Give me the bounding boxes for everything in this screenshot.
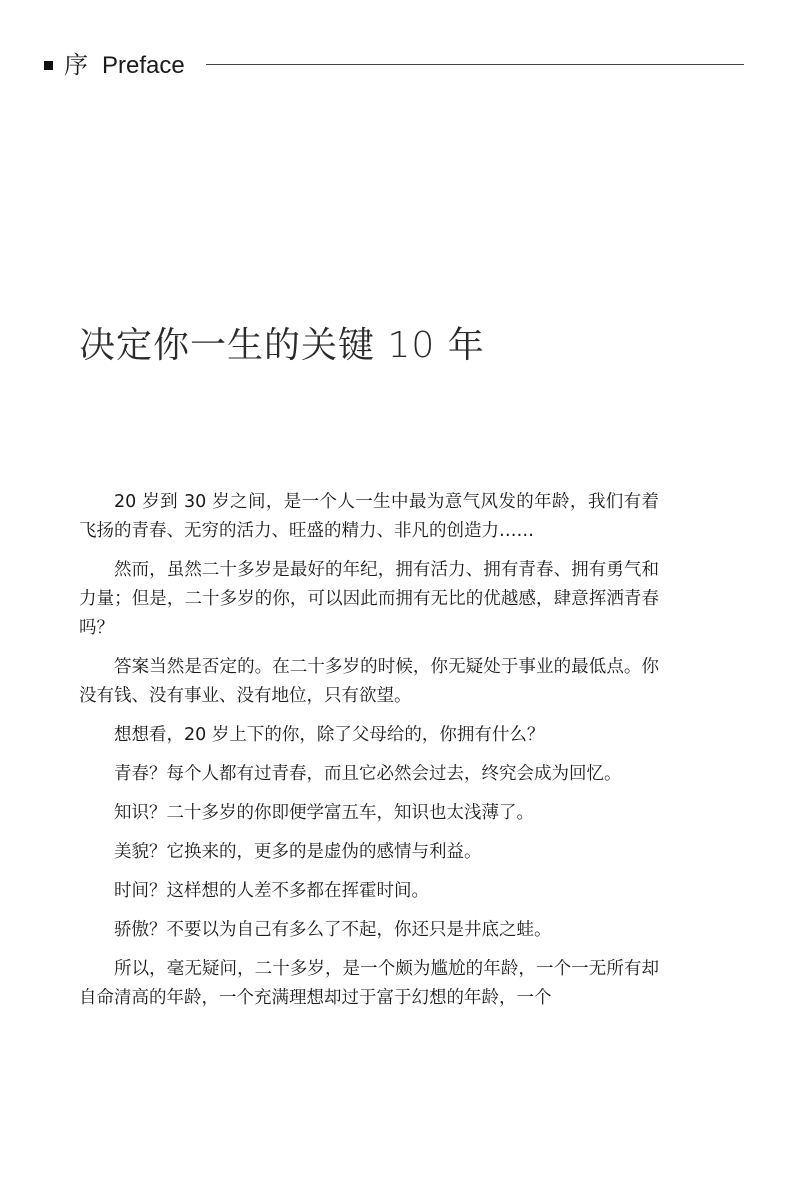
- header-rule: [206, 64, 744, 65]
- paragraph: 青春？每个人都有过青春，而且它必然会过去，终究会成为回忆。: [114, 764, 622, 784]
- paragraph: 美貌？它换来的，更多的是虚伪的感情与利益。: [114, 842, 482, 862]
- paragraph: 时间？这样想的人差不多都在挥霍时间。: [114, 881, 429, 901]
- section-label-cn: 序: [64, 51, 88, 79]
- paragraph: 20 岁到 30 岁之间，是一个人一生中最为意气风发的年龄，我们有着飞扬的青春、无穷的活力、旺盛的精力、非凡的创造力……: [79, 492, 659, 541]
- body-text: [79, 488, 659, 1023]
- paragraph: 知识？二十多岁的你即便学富五车，知识也太浅薄了。: [114, 803, 534, 823]
- paragraph: 所以，毫无疑问，二十多岁，是一个颇为尴尬的年龄，一个一无所有却自命清高的年龄，一个充满理想却过于富于幻想的年龄，一个: [79, 959, 659, 1008]
- section-label-en: Preface: [102, 52, 185, 79]
- paragraph: 想想看，20 岁上下的你，除了父母给的，你拥有什么？: [114, 725, 545, 745]
- paragraph: 骄傲？不要以为自己有多么了不起，你还只是井底之蛙。: [114, 920, 552, 940]
- page-title: 决定你一生的关键 10 年: [79, 325, 485, 366]
- square-bullet-icon: [44, 61, 53, 70]
- paragraph: 答案当然是否定的。在二十多岁的时候，你无疑处于事业的最低点。你没有钱、没有事业、没有地位，只有欲望。: [79, 657, 659, 706]
- paragraph: 然而，虽然二十多岁是最好的年纪，拥有活力、拥有青春、拥有勇气和力量；但是，二十多岁的你，可以因此而拥有无比的优越感，肆意挥洒青春吗？: [79, 560, 659, 638]
- section-header: [44, 50, 744, 80]
